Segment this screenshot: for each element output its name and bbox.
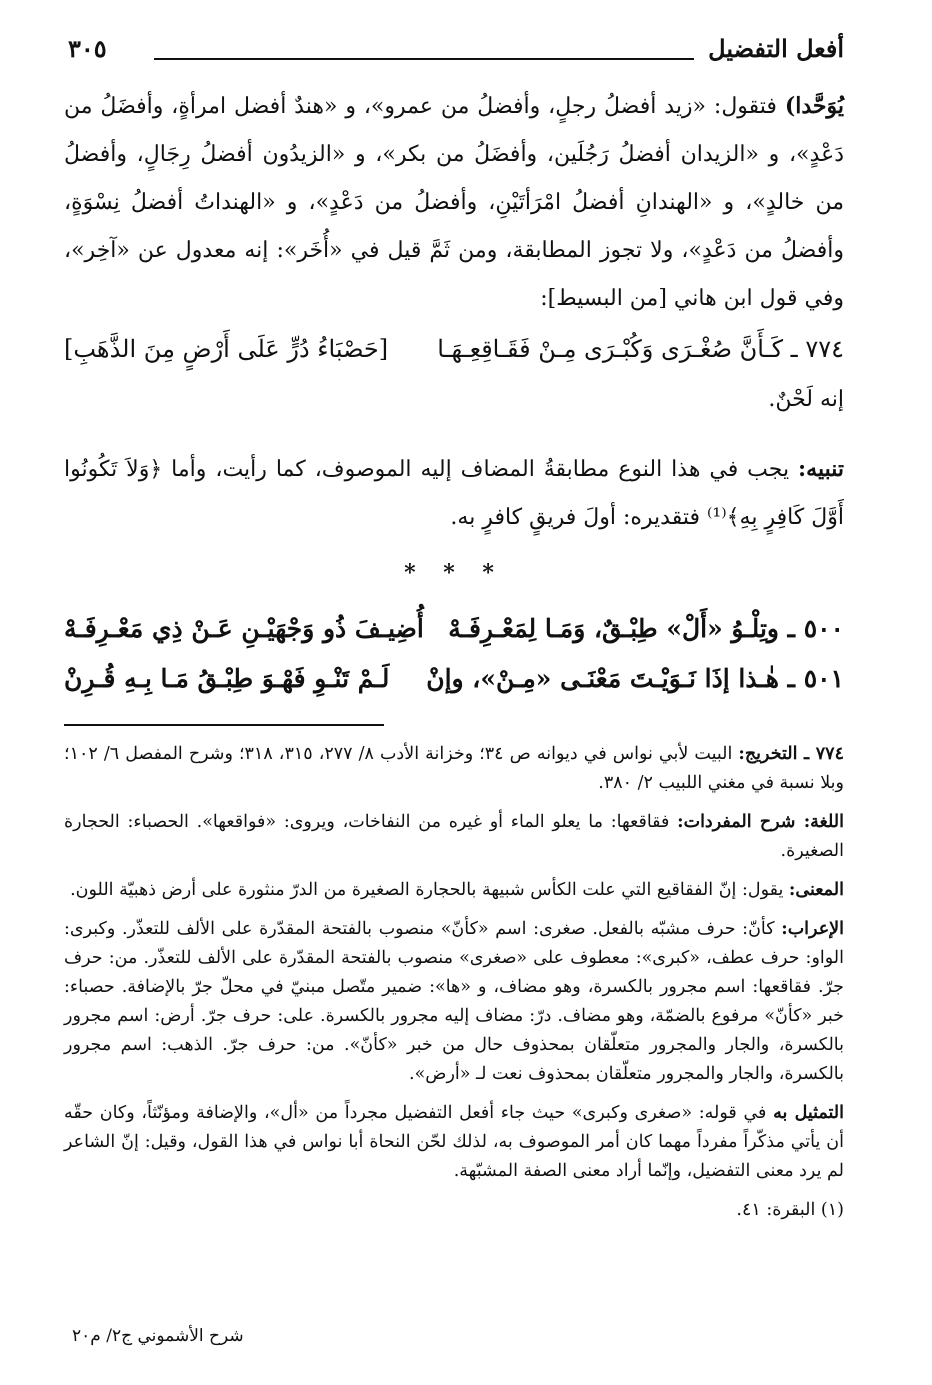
book-page: [64, 30, 844, 1225]
printer-signature: شرح الأشموني ج٢/ م٢٠: [72, 1326, 244, 1346]
alfiyya-first-hemistich: ٥٠٠ ـ وتِلْـوُ «أَلْ» طِبْـقٌ، وَمَـا لِمَعْـرِفَـهْ: [448, 614, 844, 643]
alfiyya-first-hemistich: ٥٠١ ـ هٰـذا إذَا نَـوَيْـتَ مَعْنَـى «مِـنْ»، وإنْ: [426, 664, 844, 693]
verse-774-second-hemistich: [حَصْبَاءُ دُرٍّ عَلَى أَرْضٍ مِنَ الذَّهَبِ]: [64, 335, 389, 363]
section-separator: * * *: [404, 560, 504, 586]
notes-divider: [64, 724, 384, 726]
tanbih-paragraph: [64, 445, 844, 542]
note-lugha-lead: اللغة: شرح المفردات:: [677, 812, 844, 832]
verse-774-remark: إنه لَحْنٌ.: [768, 387, 844, 412]
header-rule: [154, 58, 694, 60]
tanbih-text: يجب في هذا النوع مطابقةُ المضاف إليه الموصوف، كما رأيت، وأما ﴿وَلاَ تَكُونُوا أَوَّلَ كَافِرٍ بِهِ﴾⁽¹⁾ فتقديره: أولَ فريقٍ كافرٍ به.: [64, 457, 844, 530]
main-paragraph: [64, 82, 844, 323]
tanbih-lead: تنبيه:: [798, 456, 844, 482]
note-tamthil-lead: التمثيل به: [773, 1103, 844, 1123]
note-mana: [64, 876, 844, 905]
note-lugha-text: فقاقعها: ما يعلو الماء أو غيره من النفاخات، ويروى: «فواقعها». الحصباء: الحجارة الصغيرة.: [64, 812, 844, 861]
page-number: ٣٠٥: [68, 34, 107, 63]
note-lugha: [64, 808, 844, 866]
verse-774-first-hemistich: ٧٧٤ ـ كَـأَنَّ صُغْـرَى وَكُبْـرَى مِـنْ فَقَـاقِعِـهَـا: [437, 335, 844, 363]
note-takhrij: [64, 740, 844, 798]
alfiyya-verses: [64, 604, 844, 704]
note-irab-lead: الإعراب:: [781, 919, 844, 939]
alfiyya-second-hemistich: لَـمْ تَنْـوِ فَهْـوَ طِبْـقُ مَـا بِـهِ قُـرِنْ: [64, 664, 390, 693]
note-mana-text: يقول: إنّ الفقاقيع التي علت الكأس شبيهة بالحجارة الصغيرة من الدرّ منثورة على أرض ذهبيّة اللون.: [70, 880, 789, 900]
note-irab-text: كأنّ: حرف مشبّه بالفعل. صغرى: اسم «كأنّ» منصوب بالفتحة المقدّرة على الألف للتعذّر. وكبرى: الواو: حرف عطف، «كبرى»: معطوف على «صغرى» منصوب بالفتحة المقدّرة على الألف للتعذّر. من: حرف جرّ. فقاقعها: اسم مجرور بالكسرة، وهو مضاف، و «ها»: ضمير متّصل مبنيّ في محلّ جرّ بالإضافة. حصباء: خبر «كأنّ» مرفوع بالضمّة، وهو مضاف. درّ: مضاف إليه مجرور بالكسرة. على: حرف جرّ. أرض: اسم مجرور بالكسرة، والجار والمجرور متعلّقان بمحذوف حال من خبر «كأنّ». من: حرف جرّ. الذهب: اسم مجرور بالكسرة، والجار والمجرور متعلّقان بمحذوف نعت لـ «أرض».: [64, 919, 844, 1084]
note-mana-lead: المعنى:: [788, 880, 844, 900]
running-header: [64, 30, 844, 70]
note-irab: [64, 915, 844, 1089]
alfiyya-verse: [64, 604, 844, 654]
note-takhrij-lead: ٧٧٤ ـ التخريج:: [738, 744, 844, 764]
note-tamthil-text: في قوله: «صغرى وكبرى» حيث جاء أفعل التفضيل مجرداً من «أل»، والإضافة ومؤنّثاً، وكان حقّه أن يأتي مذكّراً مفرداً مهما كان أمر الموصوف به، لذلك لحّن النحاة أبا نواس في هذا القول، وقيل: إنّ الشاعر لم يرد معنى التفضيل، وإنّما أراد معنى الصفة المشبّهة.: [64, 1103, 844, 1181]
footnote: (١) البقرة: ٤١.: [736, 1200, 844, 1220]
verse-774: [64, 323, 844, 375]
paragraph-lead: يُوَحَّدا): [784, 93, 844, 119]
verse-notes: [64, 740, 844, 1186]
note-tamthil: [64, 1099, 844, 1186]
alfiyya-verse: [64, 654, 844, 704]
paragraph-text: فتقول: «زيد أفضلُ رجلٍ، وأفضلُ من عمرو»، و «هندٌ أفضل امرأةٍ، وأفضَلُ من دَعْدٍ»، و «الزيدان أفضلُ رَجُلَين، وأفضَلُ من بكر»، و «الزيدُون أفضلُ رِجَالٍ، وأفضلُ من خالدٍ»، و «الهندانِ أفضلُ امْرَأتَيْنِ، وأفضلُ من دَعْدٍ»، و «الهنداتُ أفضلُ نِسْوَةٍ، وأفضلُ من دَعْدٍ»، ولا تجوز المطابقة، ومن ثَمَّ قيل في «أُخَر»: إنه معدول عن «آخِر»، وفي قول ابن هاني [من البسيط]:: [64, 94, 844, 311]
note-takhrij-text: البيت لأبي نواس في ديوانه ص ٣٤؛ وخزانة الأدب ٨/ ٢٧٧، ٣١٥، ٣١٨؛ وشرح المفصل ٦/ ١٠٢؛ وبلا نسبة في مغني اللبيب ٢/ ٣٨٠.: [64, 744, 844, 793]
chapter-title: أفعل التفضيل: [708, 34, 844, 63]
alfiyya-second-hemistich: أُضِيـفَ ذُو وَجْهَيْـنِ عَـنْ ذِي مَعْـرِفَـهْ: [64, 614, 424, 643]
